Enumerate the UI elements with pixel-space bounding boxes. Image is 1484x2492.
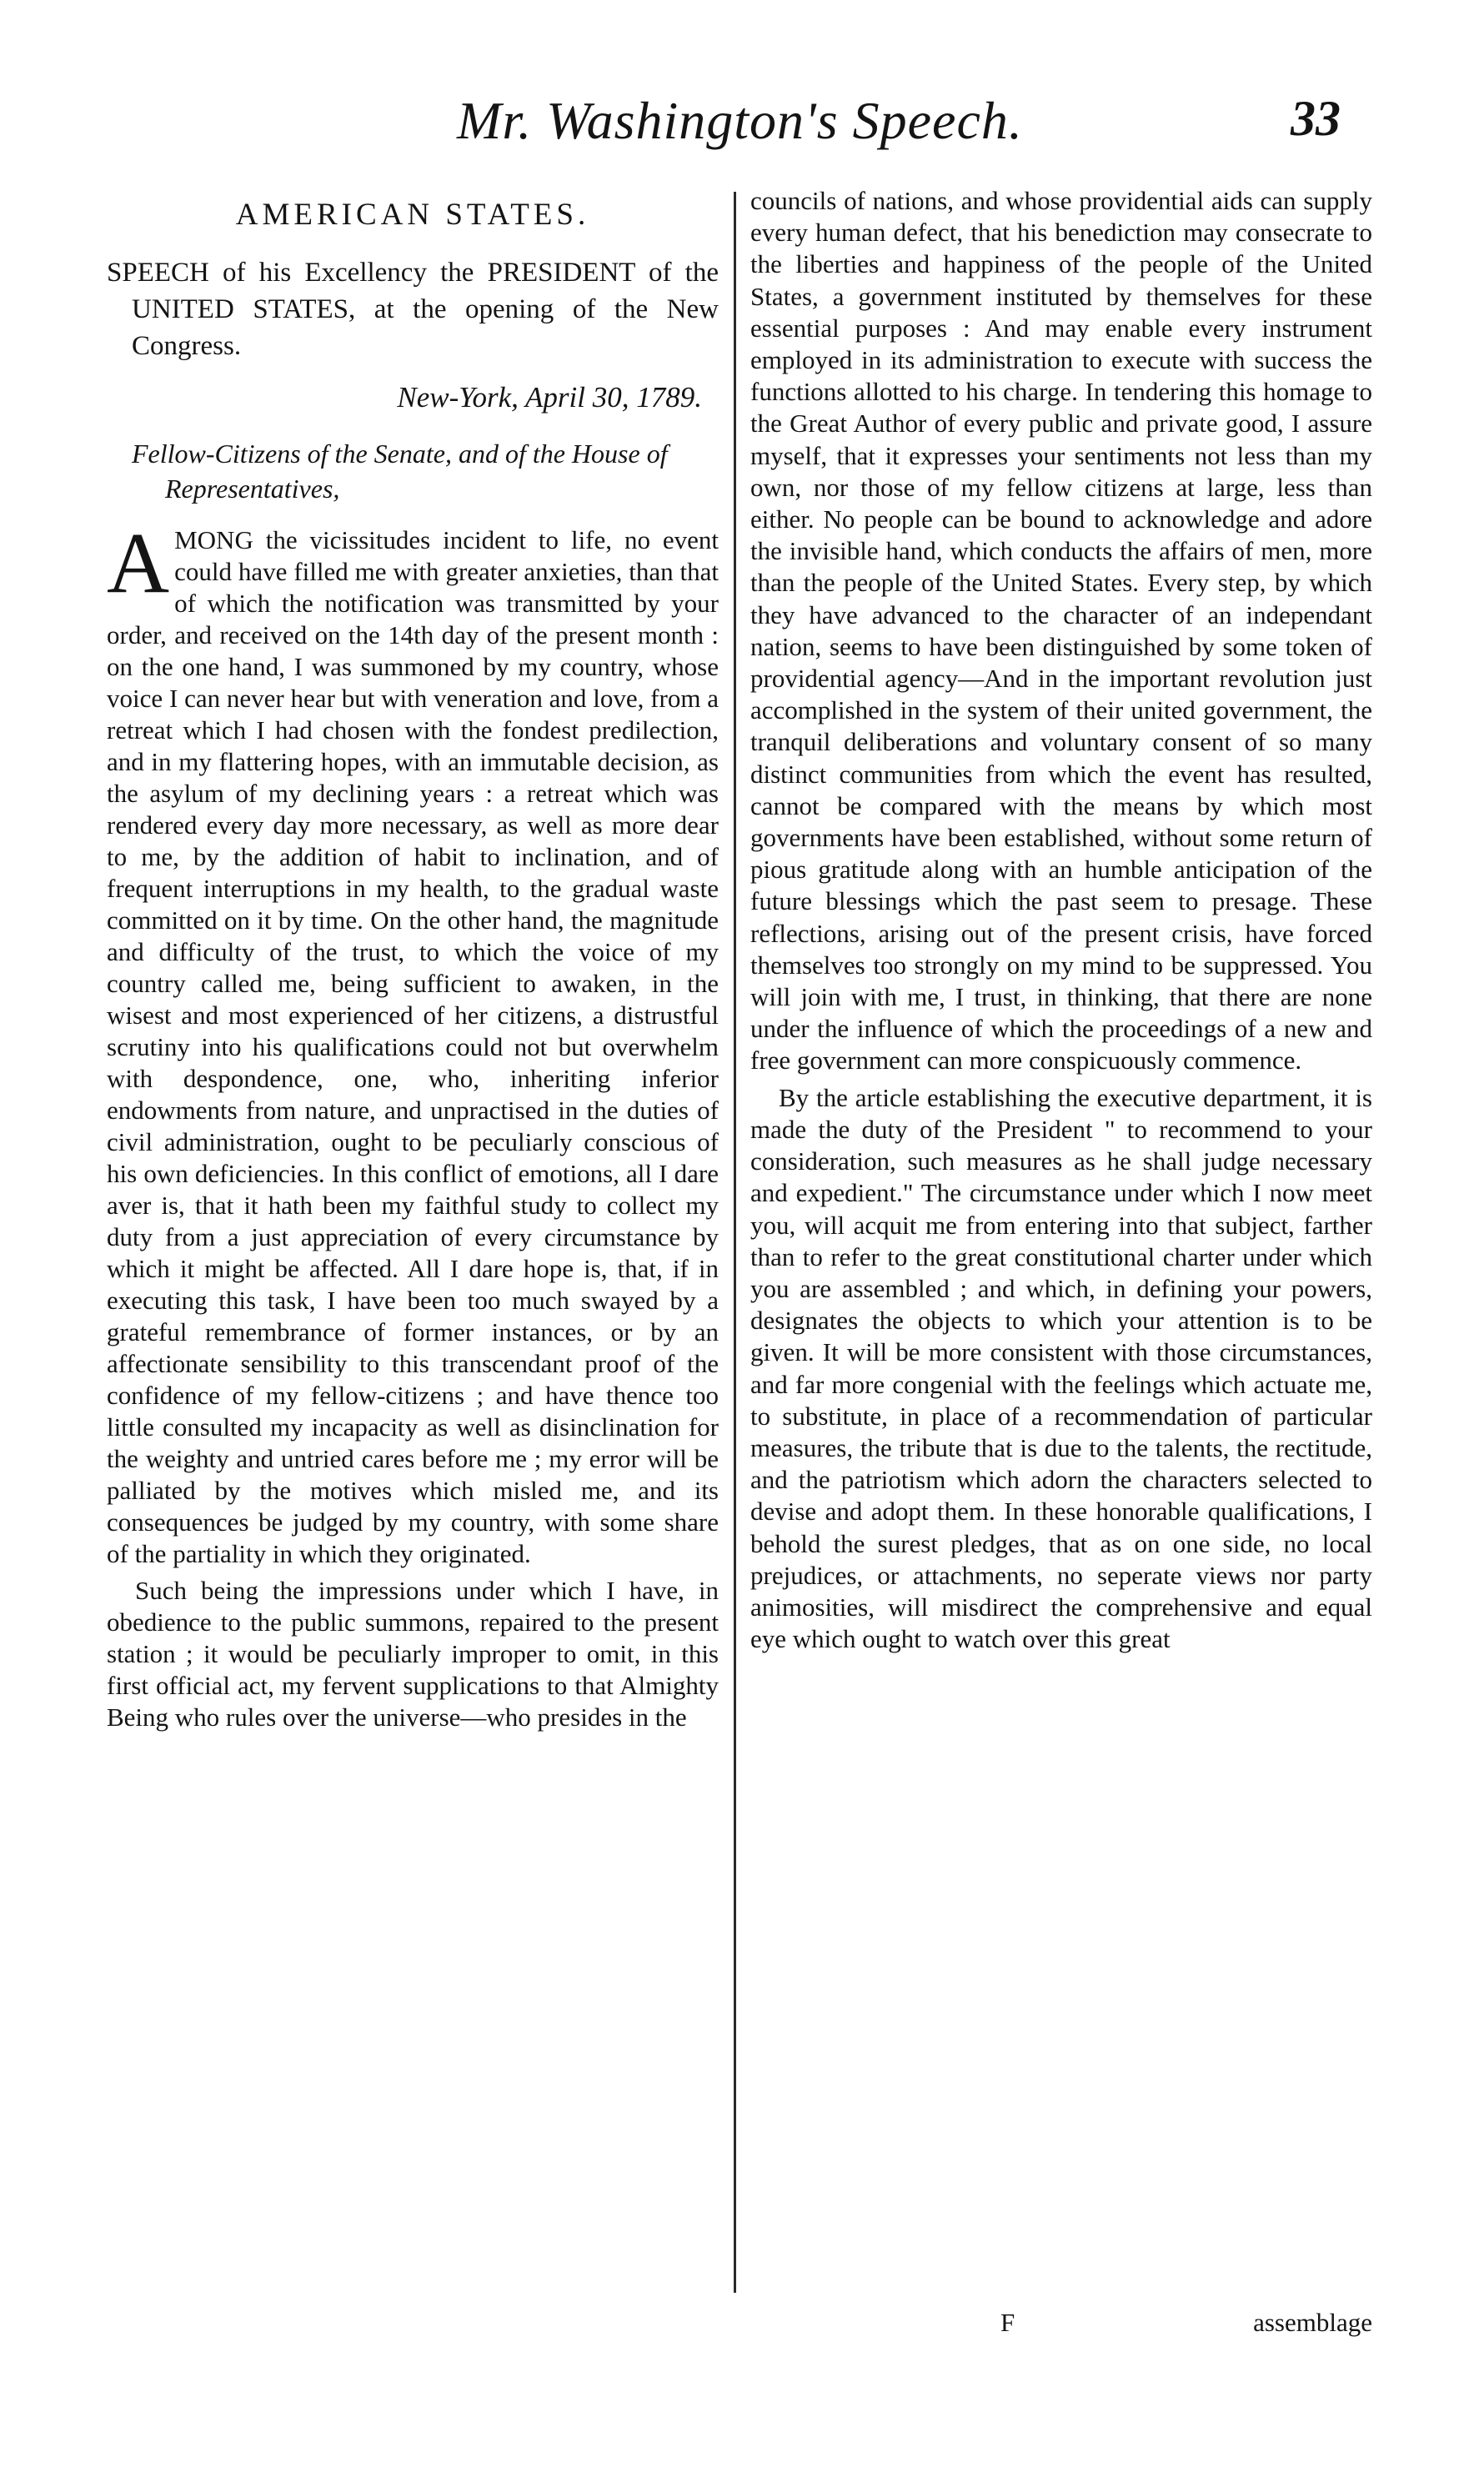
right-column [750,185,1372,1655]
signature-mark: F [1000,2308,1015,2337]
column-rule [734,192,736,2293]
section-heading: AMERICAN STATES. [235,198,590,232]
right-paragraph-2: By the article establishing the executive department, it is made the duty of the President " to recommend to your consideration, such measures as he shall judge necessary and expedient." The circumstance under which I now meet you, will acquit me from entering into that subject, farther than to refer to the great constitutional charter under which you are assembled ; and which, in defining your powers, designates the objects to which your attention is to be given. It will be more consistent with those circumstances, and far more congenial with the feelings which actuate me, to substitute, in place of a recommendation of particular measures, the tribute that is due to the talents, the rectitude, and the patriotism which adorn the characters selected to devise and adopt them. In these honorable qualifications, I behold the surest pledges, that as on one side, no local prejudices, or attachments, no seperate views nor party animosities, will misdirect the comprehensive and equal eye which ought to watch over this great [750,1082,1372,1654]
running-head [0,90,1484,165]
running-title: Mr. Washington's Speech. [457,91,1023,150]
left-paragraph-2: Such being the impressions under which I have, in obedience to the public summons, repaired to the present station ; it would be peculiarly improper to omit, in this first official act, my fervent supplications to that Almighty Being who rules over the universe—who presides in the [107,1576,719,1732]
drop-cap: A [107,515,170,611]
right-paragraph-1: councils of nations, and whose providential aids can supply every human defect, that his benediction may consecrate to the liberties and happiness of the people of the United States, a government instituted by themselves for these essential purposes : And may enable every instrument employed in its administration to execute with success the functions allotted to his charge. In tendering this homage to the Great Author of every public and private good, I assure myself, that it expresses your sentiments not less than my own, nor those of my fellow citizens at large, less than either. No people can be bound to acknowledge and adore the invisible hand, which conducts the affairs of men, more than the people of the United States. Every step, by which they have advanced to the character of an independant nation, seems to have been distinguished by some token of providential agency—And in the important revolution just accomplished in the system of their united government, the tranquil deliberations and voluntary consent of so many distinct communities from which the event has resulted, cannot be compared with the means by which most governments have been established, without some return of pious gratitude along with an humble anticipation of the future blessings which the past seem to presage. These reflections, arising out of the present crisis, have forced themselves too strongly on my mind to be suppressed. You will join with me, I trust, in thinking, that there are none under the influence of which the proceedings of a new and free government can more conspicuously commence. [750,186,1372,1076]
catchword: assemblage [1253,2308,1372,2337]
left-column [107,185,719,1733]
catchline [750,2308,1372,2349]
left-paragraph-1 [107,515,719,1570]
dateline: New-York, April 30, 1789. [397,381,702,414]
page-number: 33 [1291,91,1341,146]
salutation: Fellow-Citizens of the Senate, and of the House of Representatives, [132,439,668,504]
left-paragraph-1-text: MONG the vicissitudes incident to life, no event could have filled me with greater anxieties, than that of which the notification was transmitted by your order, and received on the 14th day of the present month : on the one hand, I was summoned by my country, whose voice I can never hear but with veneration and love, from a retreat which I had chosen with the fondest predilection, and in my flattering hopes, with an immutable decision, as the asylum of my declining years : a retreat which was rendered every day more necessary, as well as more dear to me, by the addition of habit to inclination, and of frequent interruptions in my health, to the gradual waste committed on it by time. On the other hand, the magnitude and difficulty of the trust, to which the voice of my country called me, being sufficient to awaken, in the wisest and most experienced of her citizens, a distrustful scrutiny into his qualifications could not but overwhelm with despondence, one, who, inheriting inferior endowments from nature, and unpractised in the duties of civil administration, ought to be peculiarly conscious of his own deficiencies. In this conflict of emotions, all I dare aver is, that it hath been my faithful study to collect my duty from a just appreciation of every circumstance by which it might be affected. All I dare hope is, that, if in executing this task, I have been too much swayed by a grateful remembrance of former instances, or by an affectionate sensibility to this transcendant proof of the confidence of my fellow-citizens ; and have thence too little consulted my incapacity as well as disinclination for the weighty and untried cares before me ; my error will be palliated by the motives which misled me, and its consequences be judged by my country, with some share of the partiality in which they originated. [107,525,719,1568]
speech-subtitle: SPEECH of his Excellency the PRESIDENT of the UNITED STATES, at the opening of the New Congress. [107,258,719,361]
